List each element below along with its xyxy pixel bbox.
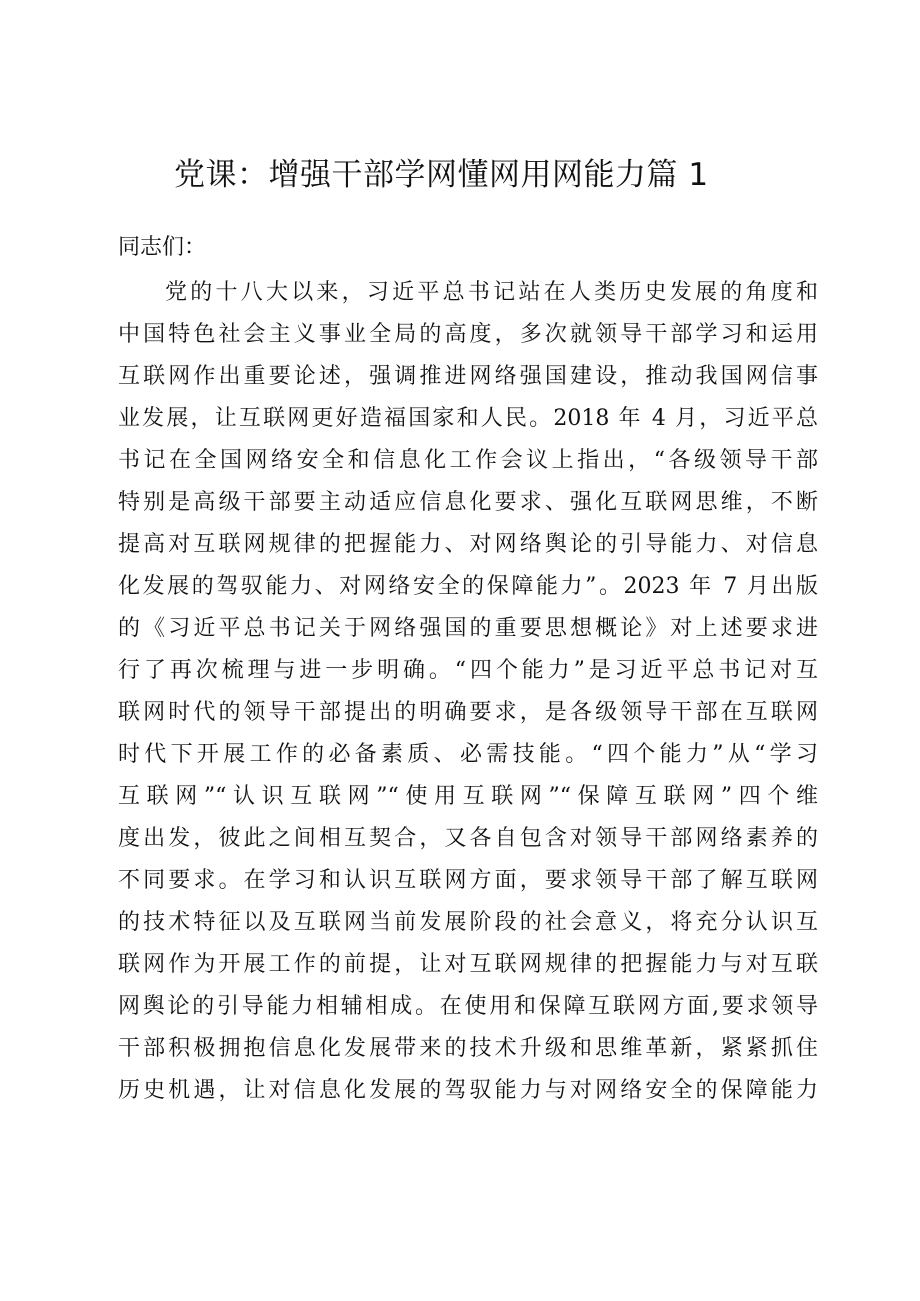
paragraph-line: 的《习近平总书记关于网络强国的重要思想概论》对上述要求进: [118, 616, 818, 641]
paragraph-line: 提高对互联网规律的把握能力、对网络舆论的引导能力、对信息: [118, 532, 818, 557]
paragraph-line: 业发展，让互联网更好造福国家和人民。2018 年 4 月，习近平总: [118, 406, 818, 431]
paragraph-line: 化发展的驾驭能力、对网络安全的保障能力”。2023 年 7 月出版: [118, 574, 818, 599]
paragraph-line: 党的十八大以来，习近平总书记站在人类历史发展的角度和: [165, 280, 818, 305]
paragraph-line: 网舆论的引导能力相辅相成。在使用和保障互联网方面,要求领导: [118, 994, 818, 1019]
body-paragraph: [118, 272, 818, 1112]
paragraph-line: 中国特色社会主义事业全局的高度，多次就领导干部学习和运用: [118, 322, 818, 347]
paragraph-line: 度出发，彼此之间相互契合，又各自包含对领导干部网络素养的: [118, 826, 818, 851]
paragraph-line: 联网作为开展工作的前提，让对互联网规律的把握能力与对互联: [118, 952, 818, 977]
paragraph-line: 互联网”“认识互联网”“使用互联网”“保障互联网”四个维: [118, 784, 818, 809]
paragraph-line: 联网时代的领导干部提出的明确要求，是各级领导干部在互联网: [118, 700, 818, 725]
paragraph-line: 互联网作出重要论述，强调推进网络强国建设，推动我国网信事: [118, 364, 818, 389]
paragraph-line: 书记在全国网络安全和信息化工作会议上指出，“各级领导干部: [118, 448, 818, 473]
document-title: 党课：增强干部学网懂网用网能力篇 1: [174, 157, 709, 193]
greeting-text: 同志们：: [118, 235, 207, 260]
paragraph-line: 干部积极拥抱信息化发展带来的技术升级和思维革新，紧紧抓住: [118, 1036, 818, 1061]
paragraph-line: 不同要求。在学习和认识互联网方面，要求领导干部了解互联网: [118, 868, 818, 893]
paragraph-line: 行了再次梳理与进一步明确。“四个能力”是习近平总书记对互: [118, 658, 818, 683]
paragraph-line: 的技术特征以及互联网当前发展阶段的社会意义，将充分认识互: [118, 910, 818, 935]
paragraph-line: 时代下开展工作的必备素质、必需技能。“四个能力”从“学习: [118, 742, 818, 767]
paragraph-line: 特别是高级干部要主动适应信息化要求、强化互联网思维，不断: [118, 490, 818, 515]
paragraph-line: 历史机遇，让对信息化发展的驾驭能力与对网络安全的保障能力: [118, 1078, 818, 1103]
